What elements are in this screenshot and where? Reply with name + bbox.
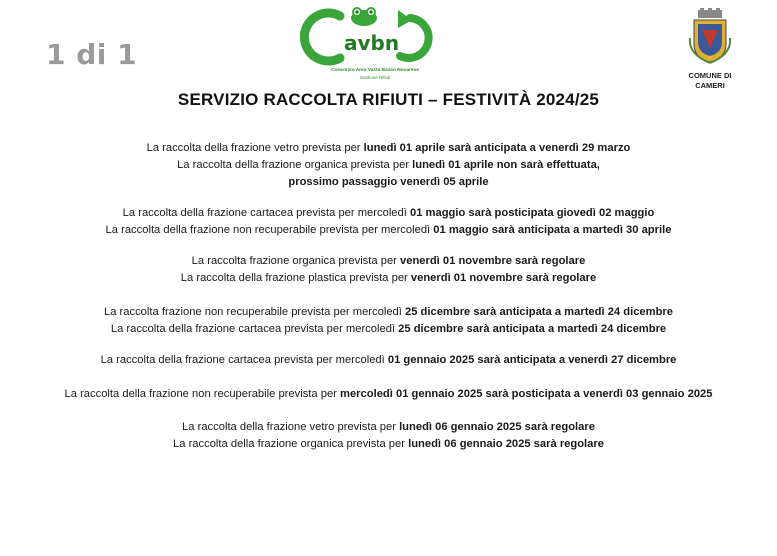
notice-group-january-paper <box>0 352 777 369</box>
crest-label-line2: CAMERI <box>695 81 725 90</box>
page-title: SERVIZIO RACCOLTA RIFIUTI – FESTIVITÀ 2024/25 <box>177 90 600 109</box>
notice-line: La raccolta della frazione cartacea prevista per mercoledì 01 gennaio 2025 sarà anticipata a venerdì 27 dicembre <box>100 354 677 366</box>
notice-line: La raccolta della frazione plastica prevista per venerdì 01 novembre sarà regolare <box>180 272 597 284</box>
notice-line: La raccolta della frazione non recuperabile prevista per mercoledì 01 gennaio 2025 sarà posticipata a venerdì 03 gennaio 2025 <box>64 388 713 400</box>
notice-group-january-nonrecyclable <box>0 386 777 403</box>
notice-line: La raccolta della frazione organica prevista per lunedì 01 aprile non sarà effettuata, <box>177 159 600 171</box>
logo-tagline: Consorzio Area Vasta Basso Novarese <box>331 68 419 73</box>
notice-line: prossimo passaggio venerdì 05 aprile <box>288 176 489 188</box>
notice-group-april <box>0 140 777 191</box>
cavbn-logo <box>300 6 450 82</box>
svg-text:avbn: avbn <box>344 31 400 55</box>
notice-line: La raccolta frazione organica prevista per venerdì 01 novembre sarà regolare <box>191 255 586 267</box>
notice-group-november <box>0 253 777 287</box>
notice-group-december <box>0 304 777 338</box>
comune-crest <box>680 8 740 94</box>
crest-label <box>680 71 740 91</box>
notice-group-january-sixth <box>0 419 777 453</box>
notice-line: La raccolta della frazione vetro prevista per lunedì 06 gennaio 2025 sarà regolare <box>182 421 595 433</box>
crest-label-line1: COMUNE DI <box>688 71 732 80</box>
page-counter: 1 di 1 <box>46 38 138 71</box>
notice-line: La raccolta della frazione organica prevista per lunedì 06 gennaio 2025 sarà regolare <box>173 438 604 450</box>
notice-group-may <box>0 205 777 239</box>
notice-line: La raccolta della frazione vetro prevista per lunedì 01 aprile sarà anticipata a venerdì 29 marzo <box>146 142 631 154</box>
notice-line: La raccolta della frazione cartacea prevista per mercoledì 01 maggio sarà posticipata giovedì 02 maggio <box>122 207 655 219</box>
crest-icon <box>688 8 732 64</box>
notice-line: La raccolta della frazione non recuperabile prevista per mercoledì 01 maggio sarà anticipata a martedì 30 aprile <box>105 224 672 236</box>
logo-subtitle: Gestione Rifiuti <box>359 75 391 80</box>
notice-line: La raccolta della frazione cartacea prevista per mercoledì 25 dicembre sarà anticipata a martedì 24 dicembre <box>110 323 667 335</box>
notice-line: La raccolta frazione non recuperabile prevista per mercoledì 25 dicembre sarà anticipata a martedì 24 dicembre <box>104 306 673 318</box>
